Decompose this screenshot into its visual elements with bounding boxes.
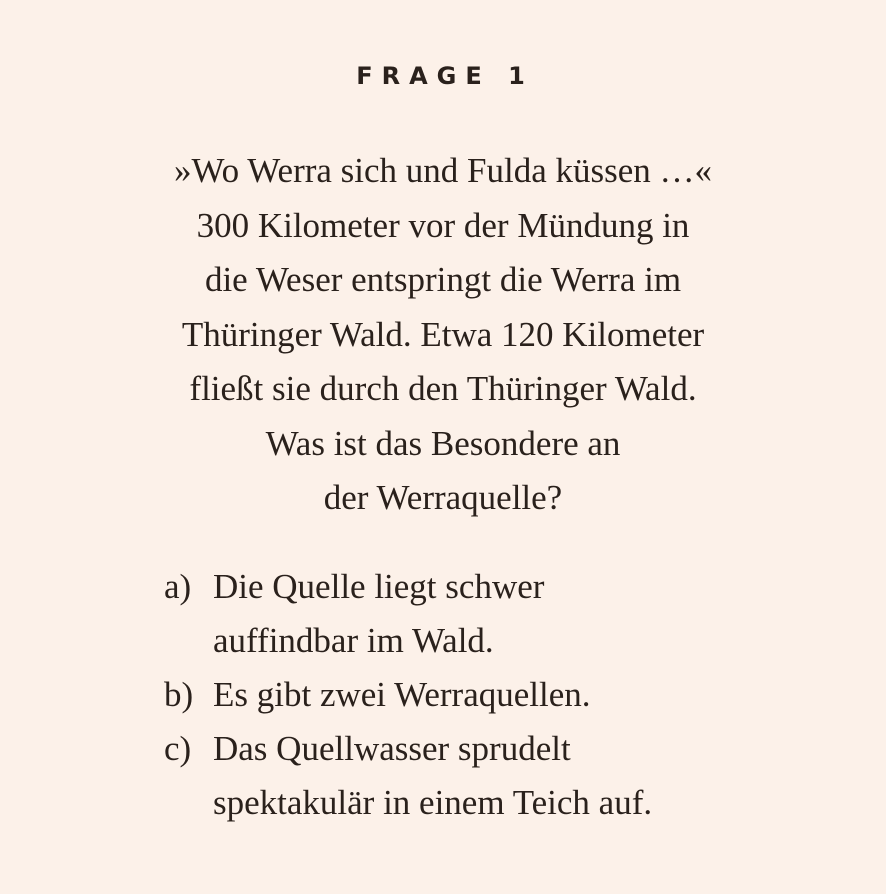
answer-option-c <box>0 722 886 830</box>
answer-option-b <box>0 668 886 722</box>
answer-line: Es gibt zwei Werraquellen. <box>213 675 591 714</box>
question-heading: FRAGE 1 <box>356 62 534 90</box>
question-line: der Werraquelle? <box>323 478 563 517</box>
question-line: Was ist das Besondere an <box>265 423 621 463</box>
answer-text <box>213 668 886 722</box>
answer-letter: b) <box>164 675 194 714</box>
answer-option-a <box>0 560 886 668</box>
answer-letter: a) <box>164 567 192 606</box>
question-text <box>0 144 886 526</box>
question-line: die Weser entspringt die Werra im <box>204 260 682 299</box>
answer-line: Das Quellwasser sprudelt <box>213 729 571 768</box>
answer-line: auffindbar im Wald. <box>213 621 494 660</box>
answer-line: Die Quelle liegt schwer <box>213 567 545 606</box>
question-line: 300 Kilometer vor der Mündung in <box>196 205 690 245</box>
answer-line: spektakulär in einem Teich auf. <box>213 783 653 822</box>
question-line: fließt sie durch den Thüringer Wald. <box>189 369 697 408</box>
answer-letter: c) <box>164 729 192 768</box>
answer-text <box>213 560 886 668</box>
answer-list <box>0 560 886 830</box>
question-line: »Wo Werra sich und Fulda küssen …« <box>173 151 713 190</box>
answer-text <box>213 722 886 830</box>
question-line: Thüringer Wald. Etwa 120 Kilometer <box>181 314 705 354</box>
